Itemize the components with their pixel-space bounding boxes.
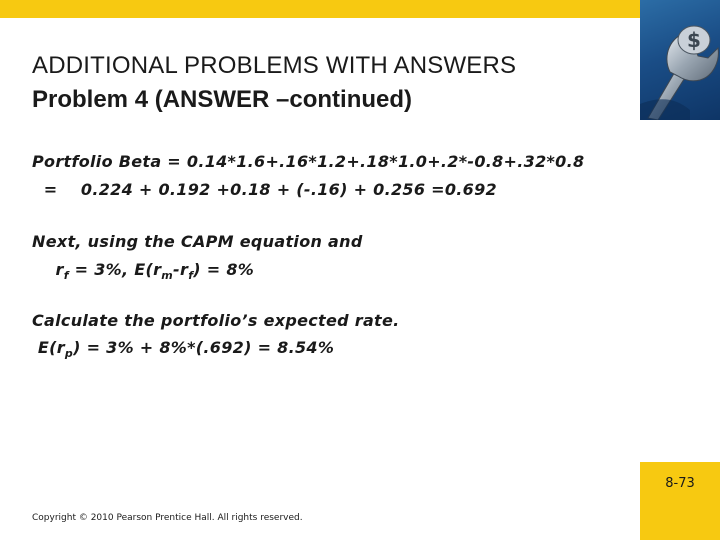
page-number-badge bbox=[640, 462, 720, 540]
page-number: 8-73 bbox=[665, 476, 695, 491]
wrench-and-dollar-icon bbox=[640, 0, 720, 120]
copyright-notice: Copyright © 2010 Pearson Prentice Hall. All rights reserved. bbox=[32, 513, 303, 523]
capm-inputs: $r_f = 3\%$, $E(r_m-r_f) = 8\%$ bbox=[55, 260, 255, 282]
capm-intro: Next, using the CAPM equation and bbox=[32, 232, 363, 251]
slide-title: ADDITIONAL PROBLEMS WITH ANSWERS bbox=[32, 52, 517, 79]
portfolio-beta-formula: Portfolio Beta = 0.14*1.6+.16*1.2+.18*1.0+.2*-0.8+.32*0.8 bbox=[32, 152, 585, 171]
top-accent-bar bbox=[0, 0, 640, 18]
calculation-intro: Calculate the portfolio’s expected rate. bbox=[32, 311, 400, 330]
portfolio-beta-result: = 0.224 + 0.192 +0.18 + (-.16) + 0.256 =0.692 bbox=[32, 180, 497, 199]
svg-text:$: $ bbox=[687, 28, 701, 52]
slide-subtitle: Problem 4 (ANSWER –continued) bbox=[32, 86, 413, 113]
expected-return-result: $E(r_p) = 3\% + 8\%*(.692) = 8.54\%$ bbox=[32, 338, 335, 360]
